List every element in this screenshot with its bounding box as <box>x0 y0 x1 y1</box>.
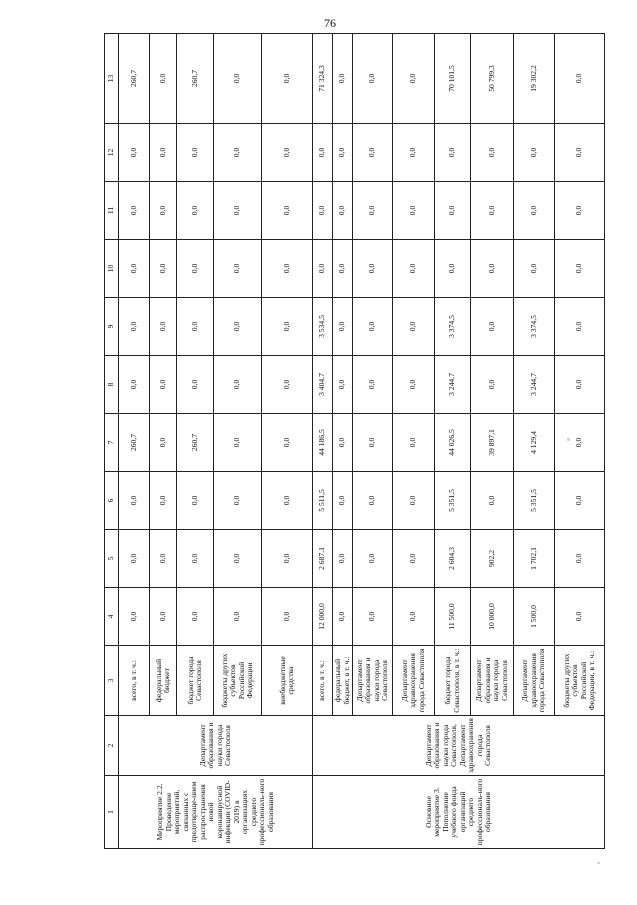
value-cell: 5 351,5 <box>514 472 555 530</box>
value-cell: 0,0 <box>471 240 514 298</box>
value-cell: 0,0 <box>177 240 214 298</box>
value-cell: 0,0 <box>435 182 471 240</box>
column-header: 5 <box>105 530 119 588</box>
value-cell: 0,0 <box>555 588 605 646</box>
value-cell: 3 244,7 <box>435 356 471 414</box>
value-cell: 0,0 <box>214 472 262 530</box>
value-cell: 0,0 <box>353 182 393 240</box>
value-cell: 0,0 <box>471 298 514 356</box>
value-cell: 0,0 <box>214 530 262 588</box>
value-cell: 0,0 <box>353 298 393 356</box>
value-cell: 0,0 <box>177 298 214 356</box>
value-cell: 5 351,5 <box>435 472 471 530</box>
value-cell: 0,0 <box>262 182 313 240</box>
value-cell: 0,0 <box>177 530 214 588</box>
value-cell: 3 374,5 <box>514 298 555 356</box>
total-value-cell: 260,7 <box>177 34 214 124</box>
value-cell: 0,0 <box>471 472 514 530</box>
measure-name-cell: Мероприятие 2.2. Проведение мероприятий, связанных с предотвраще-нием распространения новой коронавирусной инфекции (COVID-2019) в организациях среднего профессиональ-ного образования <box>119 776 313 849</box>
column-number-row <box>105 34 119 849</box>
scan-smudge <box>567 438 570 441</box>
column-header: 7 <box>105 414 119 472</box>
value-cell: 0,0 <box>262 240 313 298</box>
value-cell: 0,0 <box>119 588 150 646</box>
value-cell: 0,0 <box>514 124 555 182</box>
value-cell: 0,0 <box>214 356 262 414</box>
funding-source-cell: всего, в т. ч.: <box>313 646 333 716</box>
value-cell: 10 000,0 <box>471 588 514 646</box>
value-cell: 0,0 <box>333 298 353 356</box>
value-cell: 0,0 <box>313 124 333 182</box>
total-value-cell: 0,0 <box>353 34 393 124</box>
value-cell: 0,0 <box>119 472 150 530</box>
value-cell: 0,0 <box>393 530 435 588</box>
column-header: 2 <box>105 716 119 776</box>
value-cell: 0,0 <box>177 472 214 530</box>
value-cell: 0,0 <box>150 414 177 472</box>
value-cell: 0,0 <box>177 124 214 182</box>
value-cell: 0,0 <box>333 124 353 182</box>
value-cell: 0,0 <box>393 588 435 646</box>
total-value-cell: 71 324,3 <box>313 34 333 124</box>
value-cell: 0,0 <box>333 240 353 298</box>
value-cell: 0,0 <box>119 530 150 588</box>
funding-source-cell: бюджет города Севастополя, в т. ч.: <box>435 646 471 716</box>
funding-source-cell: Департамент здравоохранения города Севастополя <box>514 646 555 716</box>
value-cell: 0,0 <box>514 182 555 240</box>
total-value-cell: 0,0 <box>150 34 177 124</box>
value-cell: 0,0 <box>214 240 262 298</box>
value-cell: 39 897,1 <box>471 414 514 472</box>
value-cell: 0,0 <box>119 182 150 240</box>
value-cell: 0,0 <box>393 124 435 182</box>
funding-source-cell: бюджет города Севастополя <box>177 646 214 716</box>
value-cell: 0,0 <box>393 182 435 240</box>
total-value-cell: 70 101,5 <box>435 34 471 124</box>
column-header: 3 <box>105 646 119 716</box>
value-cell: 0,0 <box>471 124 514 182</box>
value-cell: 2 687,1 <box>313 530 333 588</box>
column-header: 1 <box>105 776 119 849</box>
table-row <box>119 34 150 849</box>
total-value-cell: 19 302,2 <box>514 34 555 124</box>
total-value-cell: 50 799,3 <box>471 34 514 124</box>
value-cell: 0,0 <box>555 182 605 240</box>
total-value-cell: 0,0 <box>555 34 605 124</box>
rotated-table-container <box>104 36 596 849</box>
value-cell: 0,0 <box>262 530 313 588</box>
value-cell: 0,0 <box>435 240 471 298</box>
value-cell: 0,0 <box>150 356 177 414</box>
value-cell: 3 374,5 <box>435 298 471 356</box>
value-cell: 0,0 <box>214 124 262 182</box>
value-cell: 0,0 <box>150 182 177 240</box>
value-cell: 12 000,0 <box>313 588 333 646</box>
value-cell: 0,0 <box>262 414 313 472</box>
value-cell: 0,0 <box>150 124 177 182</box>
funding-source-cell: Департамент здравоохранения города Севастополя <box>393 646 435 716</box>
scan-smudge <box>597 862 600 864</box>
value-cell: 0,0 <box>262 124 313 182</box>
value-cell: 0,0 <box>262 298 313 356</box>
column-header: 9 <box>105 298 119 356</box>
value-cell: 0,0 <box>214 588 262 646</box>
value-cell: 0,0 <box>177 356 214 414</box>
value-cell: 0,0 <box>555 124 605 182</box>
value-cell: 0,0 <box>119 240 150 298</box>
funding-source-cell: федеральный бюджет <box>150 646 177 716</box>
value-cell: 0,0 <box>214 414 262 472</box>
value-cell: 2 604,3 <box>435 530 471 588</box>
value-cell: 0,0 <box>177 588 214 646</box>
total-value-cell: 0,0 <box>393 34 435 124</box>
value-cell: 3 404,7 <box>313 356 333 414</box>
value-cell: 0,0 <box>393 240 435 298</box>
value-cell: 0,0 <box>313 240 333 298</box>
value-cell: 902,2 <box>471 530 514 588</box>
value-cell: 260,7 <box>119 414 150 472</box>
value-cell: 0,0 <box>353 414 393 472</box>
value-cell: 0,0 <box>262 588 313 646</box>
total-value-cell: 0,0 <box>333 34 353 124</box>
column-header: 11 <box>105 182 119 240</box>
table-row <box>313 34 333 849</box>
measure-name-cell: Основное мероприятие 3. Пополнение учебного фонда организаций среднего профессиональ-ного образования <box>313 776 605 849</box>
value-cell: 0,0 <box>555 530 605 588</box>
column-header: 8 <box>105 356 119 414</box>
funding-source-cell: внебюджетные средства <box>262 646 313 716</box>
column-header: 12 <box>105 124 119 182</box>
value-cell: 1 702,1 <box>514 530 555 588</box>
value-cell: 0,0 <box>177 182 214 240</box>
value-cell: 0,0 <box>333 182 353 240</box>
value-cell: 0,0 <box>119 356 150 414</box>
value-cell: 0,0 <box>353 240 393 298</box>
executor-cell: Департамент образования и науки города Севастополя, Департамент здравоохранения города Севастополя <box>313 716 605 776</box>
value-cell: 0,0 <box>150 472 177 530</box>
value-cell: 0,0 <box>514 240 555 298</box>
total-value-cell: 0,0 <box>262 34 313 124</box>
value-cell: 0,0 <box>555 298 605 356</box>
value-cell: 0,0 <box>353 124 393 182</box>
funding-source-cell: бюджеты других субъектов Российской Федерации, в т. ч.: <box>555 646 605 716</box>
value-cell: 0,0 <box>353 472 393 530</box>
value-cell: 3 534,5 <box>313 298 333 356</box>
funding-source-cell: Департамент образования и науки города Севастополя <box>353 646 393 716</box>
value-cell: 260,7 <box>177 414 214 472</box>
value-cell: 0,0 <box>313 182 333 240</box>
value-cell: 0,0 <box>353 530 393 588</box>
funding-source-cell: бюджеты других субъектов Российской Федерации <box>214 646 262 716</box>
value-cell: 0,0 <box>555 472 605 530</box>
value-cell: 0,0 <box>214 298 262 356</box>
funding-source-cell: федеральный бюджет, в т. ч.: <box>333 646 353 716</box>
value-cell: 44 186,5 <box>313 414 333 472</box>
value-cell: 0,0 <box>353 588 393 646</box>
value-cell: 0,0 <box>333 472 353 530</box>
column-header: 6 <box>105 472 119 530</box>
funding-source-cell: всего, в т. ч.: <box>119 646 150 716</box>
total-value-cell: 260,7 <box>119 34 150 124</box>
value-cell: 0,0 <box>333 530 353 588</box>
page-number: 76 <box>324 16 336 30</box>
executor-cell: Департамент образования и науки города Севастополя <box>119 716 313 776</box>
value-cell: 0,0 <box>333 414 353 472</box>
value-cell: 0,0 <box>555 240 605 298</box>
value-cell: 0,0 <box>119 124 150 182</box>
value-cell: 0,0 <box>555 414 605 472</box>
value-cell: 0,0 <box>471 356 514 414</box>
value-cell: 0,0 <box>262 356 313 414</box>
value-cell: 0,0 <box>393 414 435 472</box>
value-cell: 3 244,7 <box>514 356 555 414</box>
value-cell: 0,0 <box>393 298 435 356</box>
total-value-cell: 0,0 <box>214 34 262 124</box>
funding-source-cell: Департамент образования и науки города Севастополя <box>471 646 514 716</box>
value-cell: 0,0 <box>471 182 514 240</box>
value-cell: 0,0 <box>150 298 177 356</box>
value-cell: 0,0 <box>435 124 471 182</box>
value-cell: 0,0 <box>393 356 435 414</box>
value-cell: 0,0 <box>555 356 605 414</box>
value-cell: 0,0 <box>393 472 435 530</box>
value-cell: 0,0 <box>333 588 353 646</box>
column-header: 13 <box>105 34 119 124</box>
value-cell: 0,0 <box>119 298 150 356</box>
value-cell: 0,0 <box>333 356 353 414</box>
value-cell: 4 129,4 <box>514 414 555 472</box>
column-header: 4 <box>105 588 119 646</box>
value-cell: 0,0 <box>214 182 262 240</box>
value-cell: 0,0 <box>262 472 313 530</box>
value-cell: 0,0 <box>150 240 177 298</box>
value-cell: 0,0 <box>353 356 393 414</box>
value-cell: 1 500,0 <box>514 588 555 646</box>
value-cell: 11 500,0 <box>435 588 471 646</box>
column-header: 10 <box>105 240 119 298</box>
value-cell: 44 026,5 <box>435 414 471 472</box>
value-cell: 5 511,5 <box>313 472 333 530</box>
budget-table <box>104 33 605 849</box>
value-cell: 0,0 <box>150 588 177 646</box>
value-cell: 0,0 <box>150 530 177 588</box>
